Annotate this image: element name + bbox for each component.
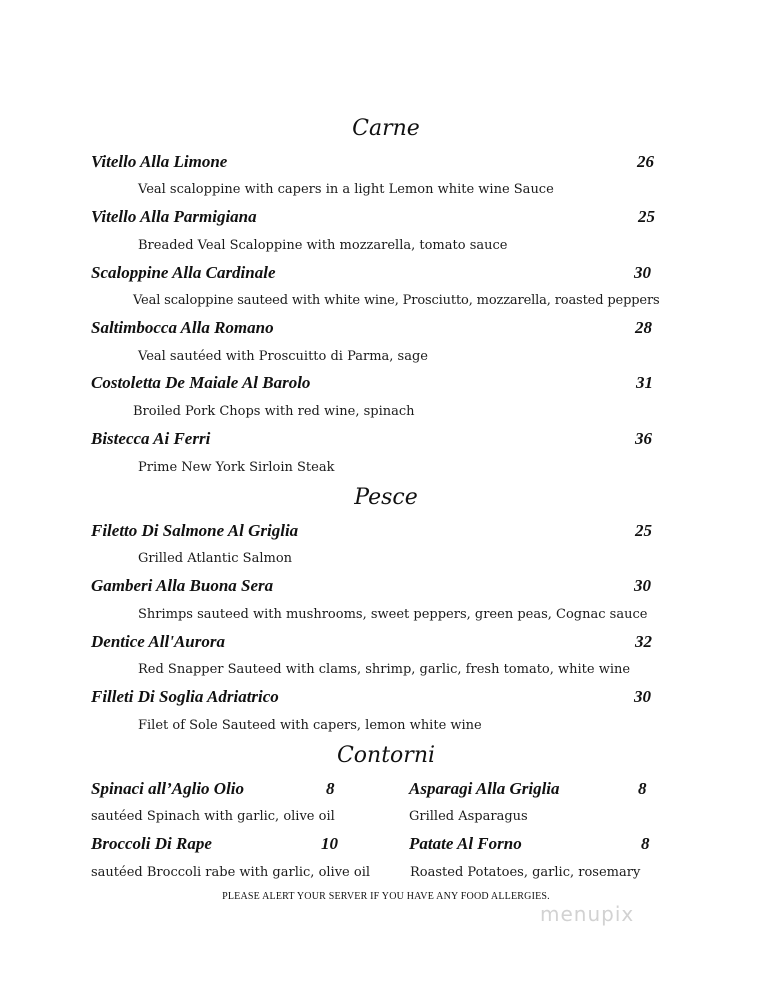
contorni-item-desc: sautéed Spinach with garlic, olive oil xyxy=(91,809,335,824)
contorni-item-price: 8 xyxy=(638,779,647,798)
allergy-notice: PLEASE ALERT YOUR SERVER IF YOU HAVE ANY FOOD ALLERGIES. xyxy=(222,891,550,902)
carne-item-price: 36 xyxy=(635,429,652,448)
pesce-item-price: 30 xyxy=(634,687,651,706)
pesce-item-name: Gamberi Alla Buona Sera xyxy=(91,576,274,595)
pesce-item-price: 25 xyxy=(635,521,652,540)
carne-item-desc: Veal sautéed with Proscuitto di Parma, sage xyxy=(138,349,428,364)
carne-item-price: 28 xyxy=(635,318,652,337)
contorni-item-price: 8 xyxy=(641,834,650,853)
carne-item-price: 25 xyxy=(638,207,655,226)
pesce-item-price: 30 xyxy=(634,576,651,595)
contorni-item-name: Asparagi Alla Griglia xyxy=(409,779,560,798)
carne-item-name: Saltimbocca Alla Romano xyxy=(91,318,274,337)
pesce-item-desc: Red Snapper Sauteed with clams, shrimp, garlic, fresh tomato, white wine xyxy=(138,662,631,677)
carne-item-desc: Veal scaloppine with capers in a light Lemon white wine Sauce xyxy=(138,182,554,197)
contorni-item-desc: sautéed Broccoli rabe with garlic, olive oil xyxy=(91,865,371,880)
carne-item-name: Vitello Alla Parmigiana xyxy=(91,207,257,226)
pesce-item-desc: Filet of Sole Sauteed with capers, lemon white wine xyxy=(138,718,482,733)
contorni-item-name: Patate Al Forno xyxy=(409,834,522,853)
carne-item-desc: Broiled Pork Chops with red wine, spinach xyxy=(133,404,415,419)
contorni-item-price: 8 xyxy=(326,779,335,798)
contorni-item-desc: Roasted Potatoes, garlic, rosemary xyxy=(410,865,641,880)
pesce-item-name: Filleti Di Soglia Adriatrico xyxy=(91,687,279,706)
pesce-item-name: Filetto Di Salmone Al Griglia xyxy=(91,521,299,540)
section-title-pesce: Pesce xyxy=(354,485,418,510)
carne-item-price: 26 xyxy=(637,152,654,171)
contorni-item-name: Broccoli Di Rape xyxy=(91,834,212,853)
carne-item-price: 31 xyxy=(636,373,653,392)
section-title-carne: Carne xyxy=(352,116,420,141)
contorni-item-name: Spinaci all’Aglio Olio xyxy=(91,779,245,798)
section-title-contorni: Contorni xyxy=(336,743,436,768)
pesce-item-name: Dentice All'Aurora xyxy=(91,632,225,651)
carne-item-price: 30 xyxy=(634,263,651,282)
carne-item-desc: Breaded Veal Scaloppine with mozzarella, tomato sauce xyxy=(138,238,508,253)
carne-item-desc: Prime New York Sirloin Steak xyxy=(138,460,335,475)
menupix-watermark: menupix xyxy=(540,902,635,926)
carne-item-name: Vitello Alla Limone xyxy=(91,152,228,171)
carne-item-name: Bistecca Ai Ferri xyxy=(91,429,211,448)
pesce-item-desc: Grilled Atlantic Salmon xyxy=(138,551,293,566)
contorni-item-price: 10 xyxy=(321,834,338,853)
carne-item-name: Costoletta De Maiale Al Barolo xyxy=(91,373,311,392)
carne-item-name: Scaloppine Alla Cardinale xyxy=(91,263,276,282)
carne-item-desc: Veal scaloppine sauteed with white wine, Prosciutto, mozzarella, roasted peppers xyxy=(133,293,660,308)
pesce-item-price: 32 xyxy=(635,632,652,651)
contorni-item-desc: Grilled Asparagus xyxy=(409,809,528,824)
pesce-item-desc: Shrimps sauteed with mushrooms, sweet peppers, green peas, Cognac sauce xyxy=(138,607,648,622)
